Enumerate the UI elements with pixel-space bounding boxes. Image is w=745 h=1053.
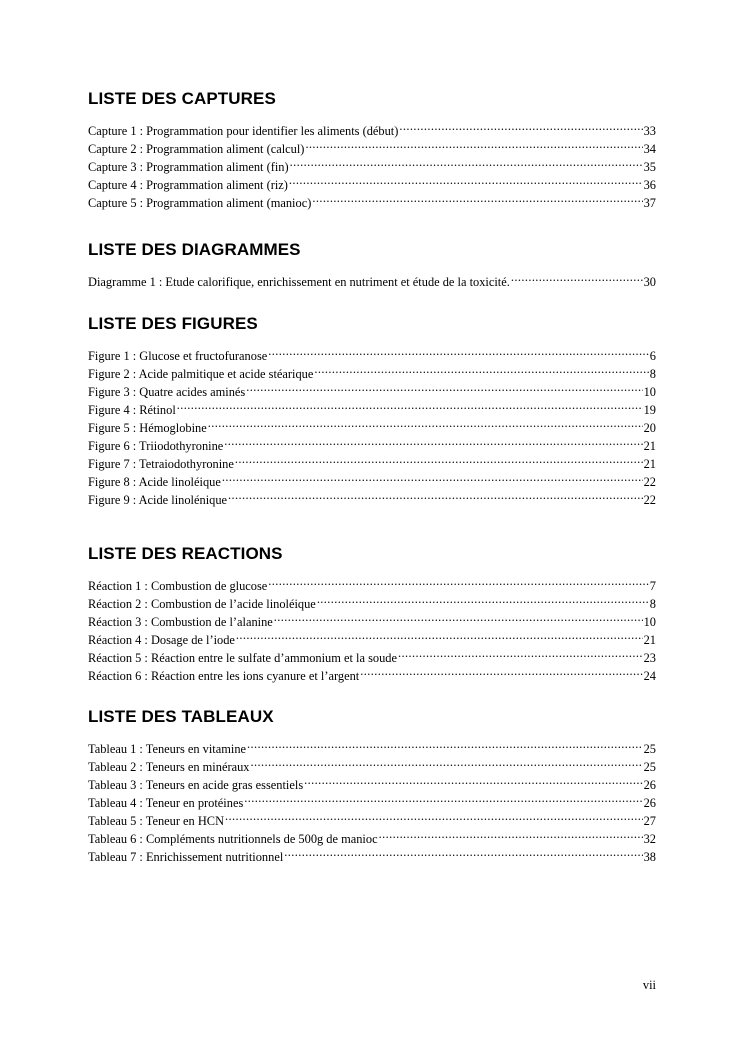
toc-dot-leader xyxy=(360,662,642,680)
toc-entry-label: Capture 3 : Programmation aliment (fin) xyxy=(88,160,289,174)
toc-entry-page-number: 32 xyxy=(643,832,656,846)
toc-entry-label: Capture 5 : Programmation aliment (manioc) xyxy=(88,196,312,210)
toc-entry-page-number: 25 xyxy=(643,742,656,756)
toc-entry-page-number: 26 xyxy=(643,778,656,792)
toc-entry-label: Tableau 2 : Teneurs en minéraux xyxy=(88,760,250,774)
section-title-captures: LISTE DES CAPTURES xyxy=(88,89,276,108)
toc-dot-leader xyxy=(268,342,649,360)
section-title-reactions: LISTE DES REACTIONS xyxy=(88,544,283,563)
toc-dot-leader xyxy=(304,771,642,789)
toc-dot-leader xyxy=(244,789,642,807)
toc-entry-label: Figure 1 : Glucose et fructofuranose xyxy=(88,349,268,363)
toc-entry-page-number: 33 xyxy=(643,124,656,138)
toc-dot-leader xyxy=(177,396,643,414)
toc-entry-page-number: 8 xyxy=(649,597,656,611)
toc-dot-leader xyxy=(511,268,643,286)
toc-entry-page-number: 26 xyxy=(643,796,656,810)
toc-entry-page-number: 30 xyxy=(643,275,656,289)
entries-reactions xyxy=(88,572,656,683)
toc-entry-label: Tableau 4 : Teneur en protéines xyxy=(88,796,244,810)
toc-entry-page-number: 35 xyxy=(643,160,656,174)
toc-entry-page-number: 7 xyxy=(649,579,656,593)
toc-entry[interactable] xyxy=(88,572,656,593)
toc-dot-leader xyxy=(268,572,649,590)
entries-figures xyxy=(88,342,656,507)
toc-entry[interactable] xyxy=(88,117,656,138)
toc-dot-leader xyxy=(250,753,642,771)
toc-entry-page-number: 25 xyxy=(643,760,656,774)
section-reactions xyxy=(88,544,656,683)
section-title-figures: LISTE DES FIGURES xyxy=(88,314,258,333)
entries-diagrammes xyxy=(88,268,656,289)
section-diagrammes xyxy=(88,240,656,289)
toc-dot-leader xyxy=(379,825,643,843)
toc-dot-leader xyxy=(225,807,643,825)
toc-entry-label: Figure 8 : Acide linoléique xyxy=(88,475,221,489)
toc-dot-leader xyxy=(224,432,642,450)
toc-dot-leader xyxy=(290,153,643,171)
toc-dot-leader xyxy=(246,378,642,396)
toc-dot-leader xyxy=(317,590,649,608)
section-captures xyxy=(88,89,656,210)
toc-dot-leader xyxy=(284,843,642,861)
toc-dot-leader xyxy=(305,135,642,153)
toc-entry-page-number: 23 xyxy=(643,651,656,665)
toc-entry[interactable] xyxy=(88,735,656,756)
toc-dot-leader xyxy=(222,468,643,486)
toc-entry-page-number: 21 xyxy=(643,439,656,453)
toc-dot-leader xyxy=(314,360,648,378)
toc-entry-page-number: 10 xyxy=(643,385,656,399)
toc-entry-page-number: 24 xyxy=(643,669,656,683)
toc-entry-label: Figure 6 : Triiodothyronine xyxy=(88,439,224,453)
toc-entry-page-number: 34 xyxy=(643,142,656,156)
toc-entry-label: Figure 4 : Rétinol xyxy=(88,403,176,417)
toc-entry-page-number: 37 xyxy=(643,196,656,210)
toc-dot-leader xyxy=(312,189,642,207)
toc-entry-page-number: 8 xyxy=(649,367,656,381)
toc-entry-label: Diagramme 1 : Etude calorifique, enrichissement en nutriment et étude de la toxicité. xyxy=(88,275,510,289)
toc-entry-label: Capture 2 : Programmation aliment (calcul) xyxy=(88,142,305,156)
toc-entry-label: Réaction 4 : Dosage de l’iode xyxy=(88,633,235,647)
toc-dot-leader xyxy=(289,171,643,189)
toc-entry-label: Tableau 1 : Teneurs en vitamine xyxy=(88,742,247,756)
toc-entry-page-number: 19 xyxy=(643,403,656,417)
toc-entry-page-number: 22 xyxy=(643,493,656,507)
page-number: vii xyxy=(642,978,656,992)
section-figures xyxy=(88,314,656,507)
toc-entry[interactable] xyxy=(88,268,656,289)
toc-entry-label: Réaction 5 : Réaction entre le sulfate d’ammonium et la soude xyxy=(88,651,397,665)
toc-dot-leader xyxy=(274,608,643,626)
toc-entry-label: Tableau 5 : Teneur en HCN xyxy=(88,814,225,828)
toc-entry-label: Tableau 7 : Enrichissement nutritionnel xyxy=(88,850,284,864)
toc-dot-leader xyxy=(228,486,643,504)
toc-entry-label: Figure 3 : Quatre acides aminés xyxy=(88,385,246,399)
toc-entry-label: Capture 4 : Programmation aliment (riz) xyxy=(88,178,288,192)
toc-dot-leader xyxy=(208,414,643,432)
toc-entry-label: Réaction 1 : Combustion de glucose xyxy=(88,579,268,593)
entries-tableaux xyxy=(88,735,656,864)
section-tableaux xyxy=(88,707,656,864)
toc-entry-label: Capture 1 : Programmation pour identifier les aliments (début) xyxy=(88,124,399,138)
toc-dot-leader xyxy=(399,117,642,135)
toc-entry-page-number: 36 xyxy=(643,178,656,192)
toc-entry-label: Figure 7 : Tetraiodothyronine xyxy=(88,457,234,471)
toc-entry-label: Tableau 3 : Teneurs en acide gras essentiels xyxy=(88,778,304,792)
toc-entry-page-number: 22 xyxy=(643,475,656,489)
toc-entry-label: Tableau 6 : Compléments nutritionnels de 500g de manioc xyxy=(88,832,378,846)
toc-entry-label: Figure 9 : Acide linolénique xyxy=(88,493,228,507)
toc-entry-label: Réaction 6 : Réaction entre les ions cyanure et l’argent xyxy=(88,669,360,683)
toc-dot-leader xyxy=(236,626,643,644)
toc-entry[interactable] xyxy=(88,342,656,363)
toc-entry-page-number: 21 xyxy=(643,633,656,647)
toc-entry-label: Réaction 2 : Combustion de l’acide linoléique xyxy=(88,597,316,611)
toc-dot-leader xyxy=(398,644,643,662)
section-title-tableaux: LISTE DES TABLEAUX xyxy=(88,707,274,726)
entries-captures xyxy=(88,117,656,210)
toc-entry-page-number: 20 xyxy=(643,421,656,435)
toc-entry-label: Réaction 3 : Combustion de l’alanine xyxy=(88,615,273,629)
toc-entry-page-number: 38 xyxy=(643,850,656,864)
toc-entry-page-number: 21 xyxy=(643,457,656,471)
toc-entry-label: Figure 5 : Hémoglobine xyxy=(88,421,207,435)
toc-entry-label: Figure 2 : Acide palmitique et acide stéarique xyxy=(88,367,314,381)
toc-entry-page-number: 6 xyxy=(649,349,656,363)
toc-entry-page-number: 27 xyxy=(643,814,656,828)
toc-dot-leader xyxy=(235,450,643,468)
toc-dot-leader xyxy=(247,735,643,753)
toc-entry-page-number: 10 xyxy=(643,615,656,629)
section-title-diagrammes: LISTE DES DIAGRAMMES xyxy=(88,240,301,259)
